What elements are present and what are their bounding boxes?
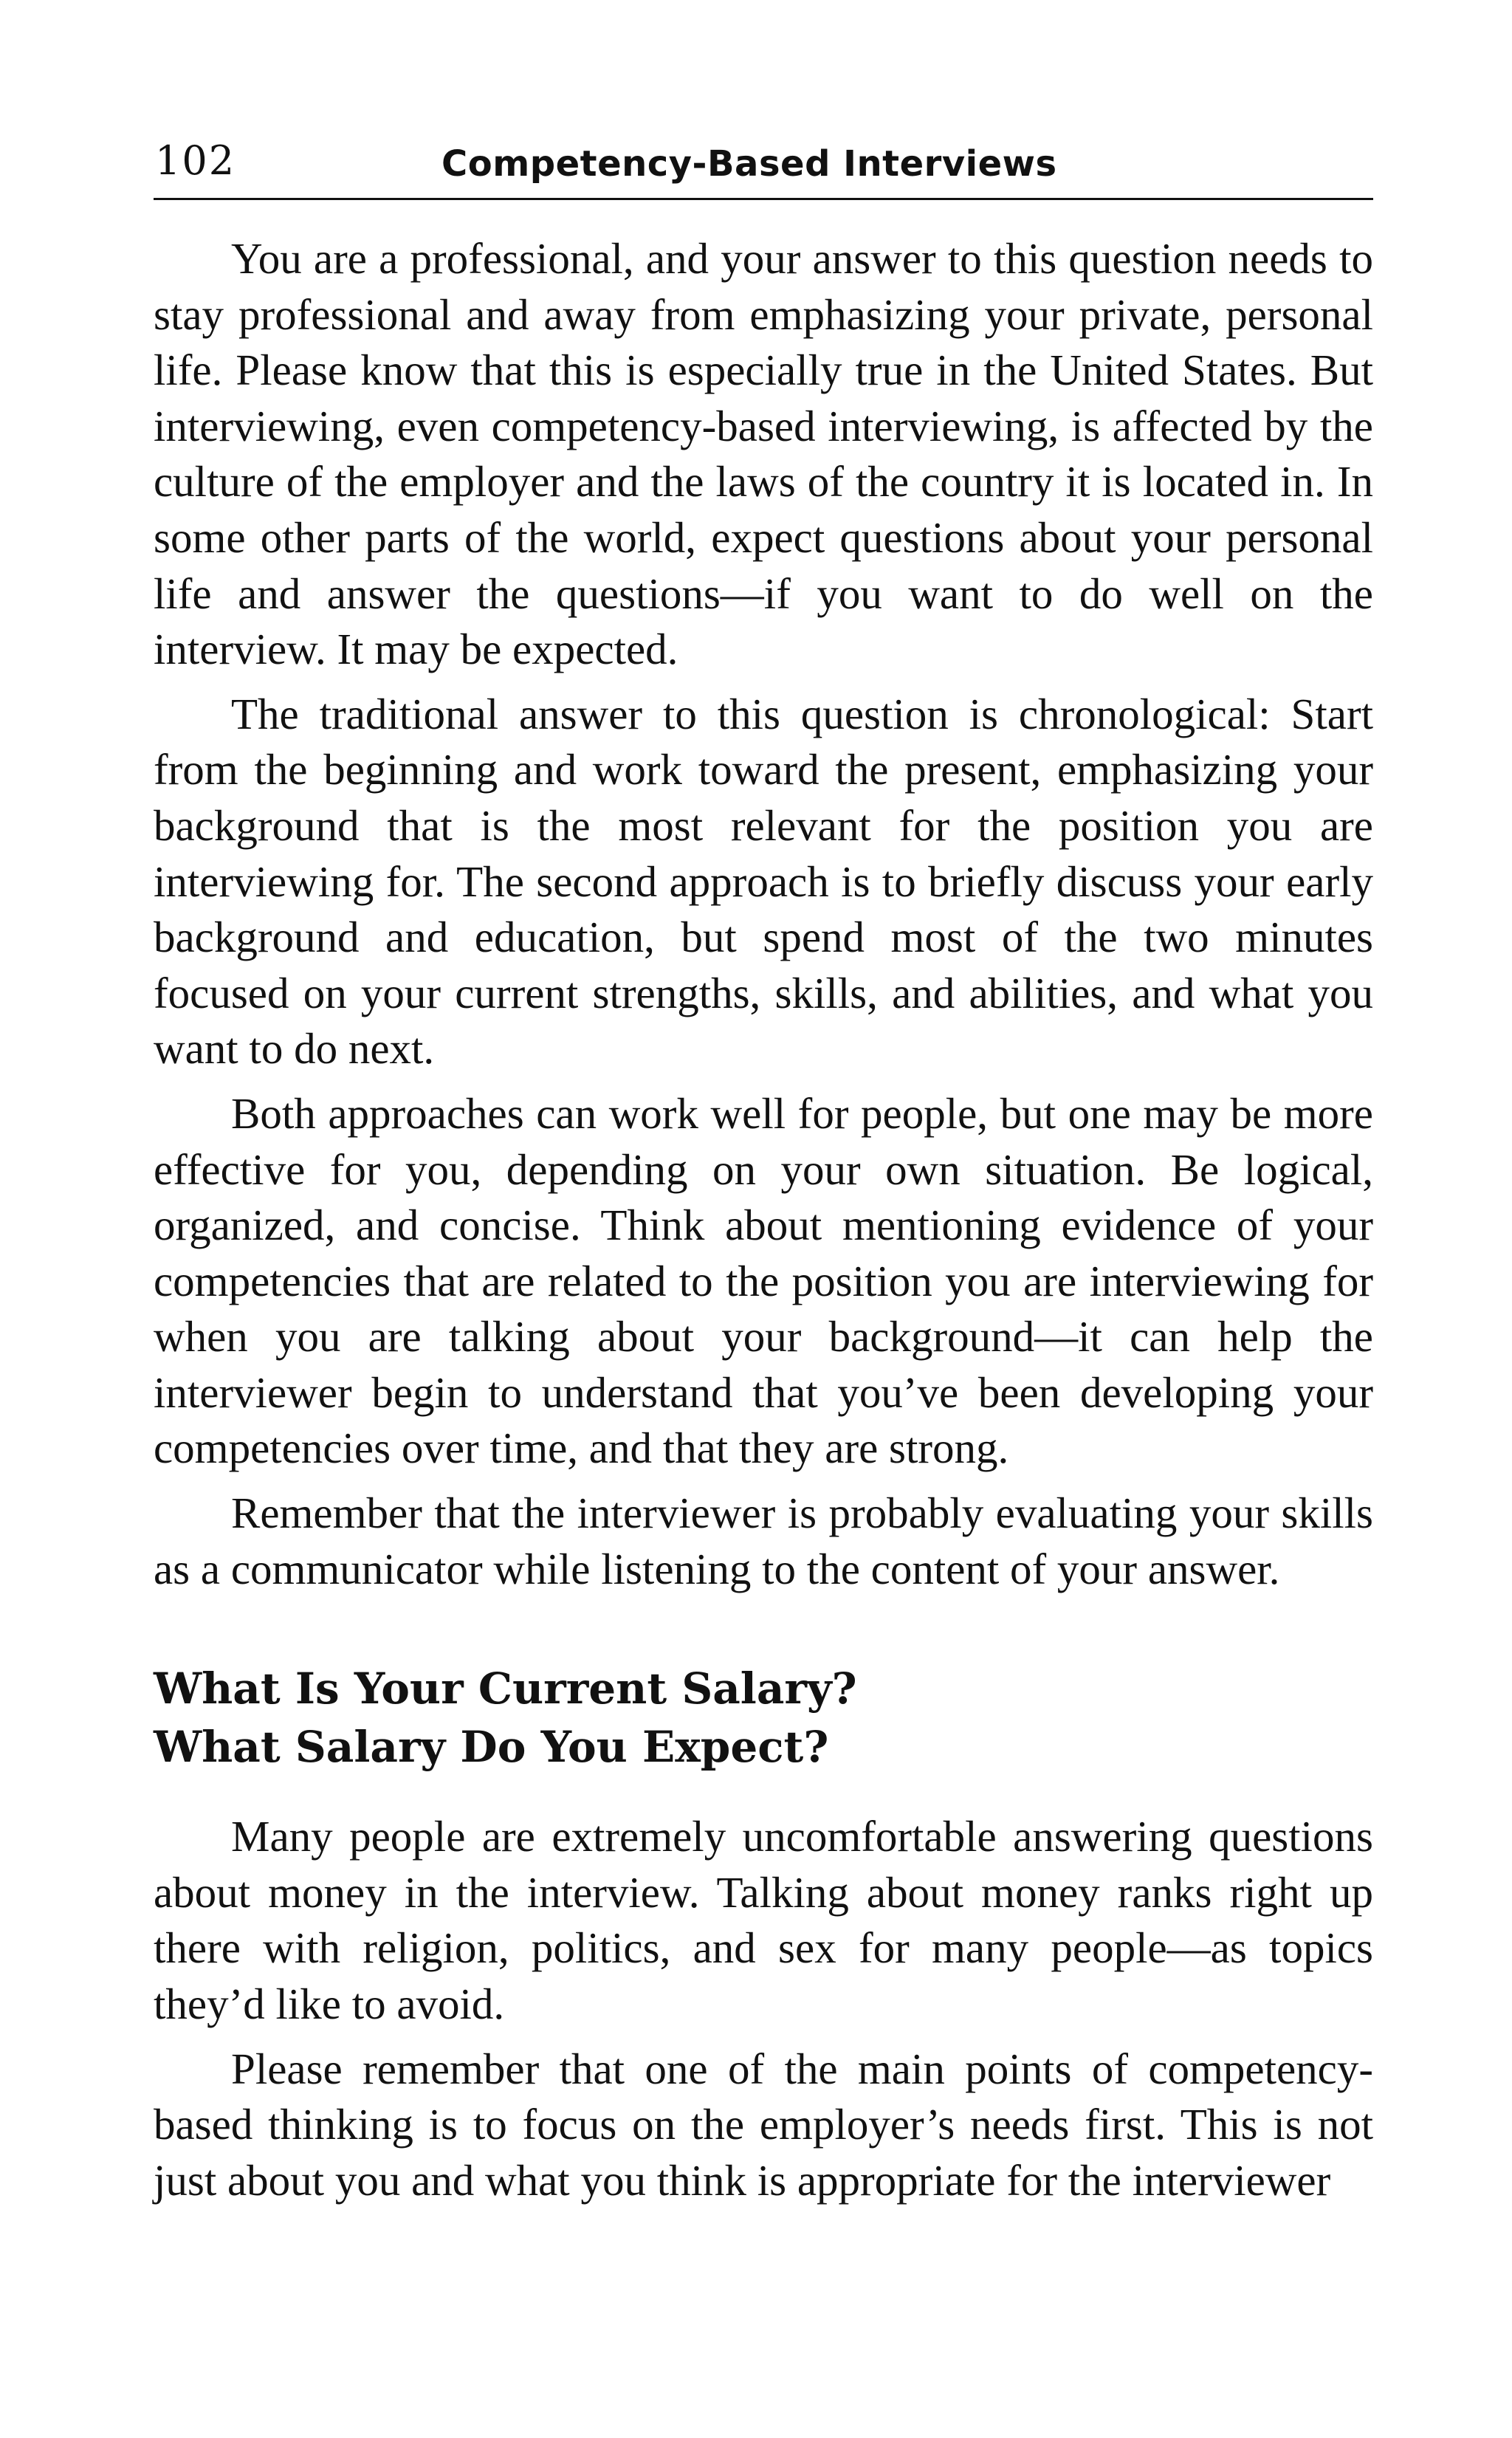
paragraph: Both approaches can work well for people, but one may be more effective for you, depending on your own situation. Be logical, organized, and concise. Think about mentioning evidence of your competencies that are related to the position you are interviewing for when you are talking about your background—it can help the interviewer begin to understand that you’ve been developing your competencies over time, and that they are strong. — [154, 1088, 1373, 1473]
paragraph: Remember that the interviewer is probably evaluating your skills as a communicator while listening to the content of your answer. — [154, 1488, 1373, 1593]
running-title: Competency-Based Interviews — [441, 143, 1057, 185]
paragraph: Please remember that one of the main points of competency-based thinking is to focus on the employer’s needs first. This is not just about you and what you think is appropriate for the interviewer — [154, 2044, 1373, 2205]
page-number: 102 — [155, 137, 236, 184]
section-heading-line: What Salary Do You Expect? — [154, 1722, 829, 1773]
section-heading — [154, 1660, 1373, 1776]
body-text — [154, 231, 1373, 2208]
paragraph: You are a professional, and your answer to this question needs to stay professional and away from emphasizing your private, personal life. Please know that this is especially true in the United States. But interviewing, even competency-based interviewing, is affected by the culture of the employer and the laws of the country it is located in. In some other parts of the world, expect questions about your personal life and answer the questions—if you want to do well on the interview. It may be expected. — [154, 234, 1373, 674]
section-heading-line: What Is Your Current Salary? — [154, 1663, 857, 1714]
paragraph: The traditional answer to this question is chronological: Start from the beginning and work toward the present, emphasizing your background that is the most relevant for the position you are interviewing for. The second approach is to briefly discuss your early background and education, but spend most of the two minutes focused on your current strengths, skills, and abilities, and what you want to do next. — [154, 689, 1373, 1074]
book-page — [154, 133, 1373, 2217]
running-head — [154, 133, 1373, 200]
paragraph: Many people are extremely uncomfortable answering questions about money in the interview. Talking about money ranks right up there with religion, politics, and sex for many people—as topics they’d like to avoid. — [154, 1812, 1373, 2029]
